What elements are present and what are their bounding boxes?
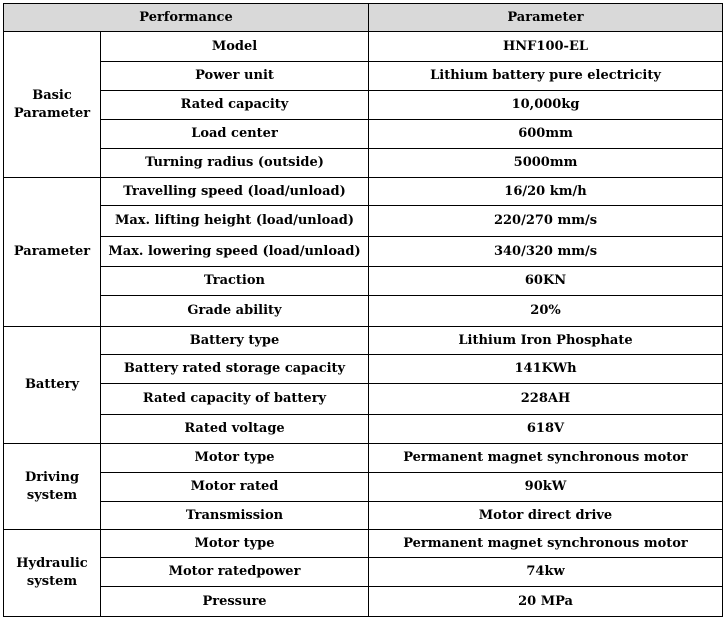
- table-row: [4, 473, 723, 502]
- performance-cell: Pressure: [101, 587, 369, 617]
- performance-cell: Battery rated storage capacity: [101, 355, 369, 384]
- parameter-cell: 618V: [369, 415, 723, 444]
- parameter-cell: HNF100-EL: [369, 32, 723, 62]
- parameter-cell: Permanent magnet synchronous motor: [369, 444, 723, 473]
- table-row: [4, 237, 723, 267]
- parameter-cell: 74kw: [369, 558, 723, 587]
- performance-cell: Model: [101, 32, 369, 62]
- parameter-cell: Lithium battery pure electricity: [369, 62, 723, 91]
- table-row: [4, 149, 723, 178]
- parameter-cell: Motor direct drive: [369, 502, 723, 530]
- performance-cell: Travelling speed (load/unload): [101, 178, 369, 206]
- table-row: [4, 206, 723, 237]
- table-row: [4, 444, 723, 473]
- header-row: [4, 4, 723, 32]
- table-row: [4, 296, 723, 327]
- group-label: Driving system: [4, 444, 101, 530]
- spec-table: [3, 3, 723, 617]
- performance-cell: Max. lifting height (load/unload): [101, 206, 369, 237]
- parameter-cell: 600mm: [369, 120, 723, 149]
- parameter-cell: 340/320 mm/s: [369, 237, 723, 267]
- performance-cell: Motor ratedpower: [101, 558, 369, 587]
- table-row: [4, 502, 723, 530]
- performance-cell: Battery type: [101, 327, 369, 355]
- group-label: Hydraulic system: [4, 530, 101, 617]
- table-row: [4, 267, 723, 296]
- table-row: [4, 355, 723, 384]
- group-label: Basic Parameter: [4, 32, 101, 178]
- parameter-cell: 20%: [369, 296, 723, 327]
- parameter-cell: 20 MPa: [369, 587, 723, 617]
- parameter-cell: 10,000kg: [369, 91, 723, 120]
- parameter-cell: 141KWh: [369, 355, 723, 384]
- performance-cell: Motor type: [101, 530, 369, 558]
- group-label: Parameter: [4, 178, 101, 327]
- performance-cell: Motor rated: [101, 473, 369, 502]
- parameter-cell: 16/20 km/h: [369, 178, 723, 206]
- group-label: Battery: [4, 327, 101, 444]
- parameter-cell: 5000mm: [369, 149, 723, 178]
- table-row: [4, 384, 723, 415]
- performance-cell: Motor type: [101, 444, 369, 473]
- table-row: [4, 530, 723, 558]
- performance-cell: Grade ability: [101, 296, 369, 327]
- performance-cell: Load center: [101, 120, 369, 149]
- performance-cell: Traction: [101, 267, 369, 296]
- performance-cell: Rated capacity: [101, 91, 369, 120]
- table-row: [4, 327, 723, 355]
- table-row: [4, 178, 723, 206]
- parameter-cell: Permanent magnet synchronous motor: [369, 530, 723, 558]
- parameter-cell: 90kW: [369, 473, 723, 502]
- performance-cell: Rated capacity of battery: [101, 384, 369, 415]
- spec-body: [4, 32, 723, 617]
- table-row: [4, 558, 723, 587]
- parameter-cell: Lithium Iron Phosphate: [369, 327, 723, 355]
- table-row: [4, 91, 723, 120]
- table-row: [4, 62, 723, 91]
- parameter-cell: 60KN: [369, 267, 723, 296]
- performance-cell: Turning radius (outside): [101, 149, 369, 178]
- header-performance: Performance: [4, 4, 369, 32]
- performance-cell: Max. lowering speed (load/unload): [101, 237, 369, 267]
- table-row: [4, 120, 723, 149]
- parameter-cell: 228AH: [369, 384, 723, 415]
- table-row: [4, 415, 723, 444]
- header-parameter: Parameter: [369, 4, 723, 32]
- performance-cell: Rated voltage: [101, 415, 369, 444]
- table-row: [4, 32, 723, 62]
- performance-cell: Power unit: [101, 62, 369, 91]
- table-row: [4, 587, 723, 617]
- performance-cell: Transmission: [101, 502, 369, 530]
- parameter-cell: 220/270 mm/s: [369, 206, 723, 237]
